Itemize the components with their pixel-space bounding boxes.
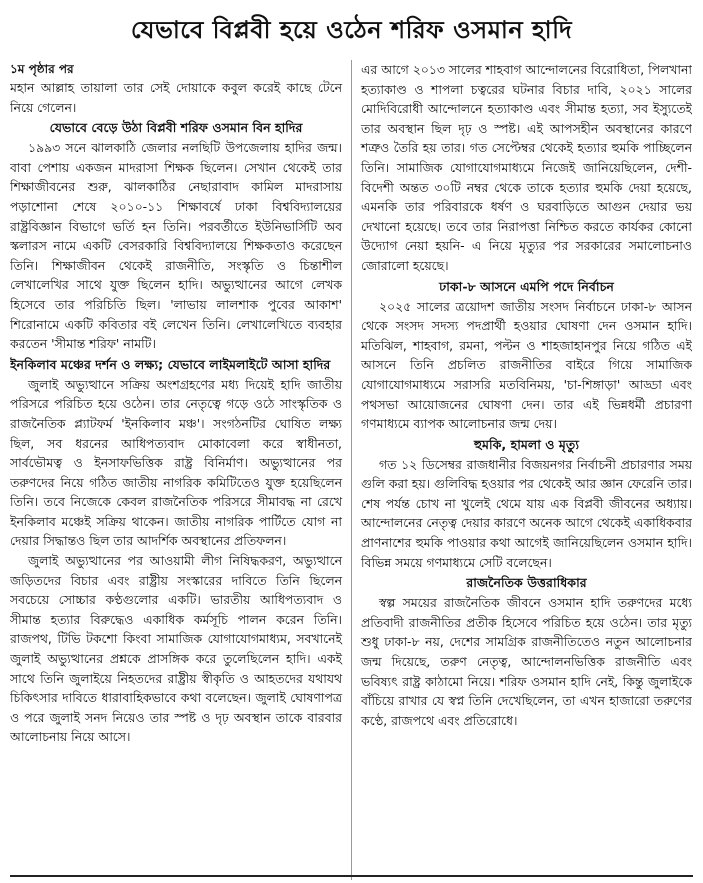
paragraph-early-life: ১৯৯৩ সনে ঝালকাঠি জেলার নলছিটি উপজেলায় হাদির জন্ম। বাবা পেশায় একজন মাদরাসা শিক্ষক ছিলেন। সেখান থেকেই তার শিক্ষাজীবনের শুরু, ঝালকাঠির নেছারাবাদ কামিল মাদরাসায় পড়াশোনা শেষে ২০১০-১১ শিক্ষাবর্ষে ঢাকা বিশ্ববিদ্যালয়ের রাষ্ট্রবিজ্ঞান বিভাগে ভর্তি হন তিনি। পরবর্তীতে ইউনিভার্সিটি অব স্কলারস নামে একটি বেসরকারি বিশ্ববিদ্যালয়ে শিক্ষকতাও করেছেন তিনি। শিক্ষাজীবন থেকেই রাজনীতি, সংস্কৃতি ও চিন্তাশীল লেখালেখির সাথে যুক্ত ছিলেন হাদি। অভ্যুত্থানের আগে লেখক হিসেবে তার পরিচিতি ছিল। 'লাভায় লালশাক পুবের আকাশ' শিরোনামে একটি কবিতার বই লেখেন তিনি। লেখালেখিতে ব্যবহার করতেন 'সীমান্ত শরিফ' নামটি। (10, 140, 342, 352)
article-headline: যেভাবে বিপ্লবী হয়ে ওঠেন শরিফ ওসমান হাদি (130, 16, 573, 44)
subhead-dhaka8-election: ঢাকা-৮ আসনে এমপি পদে নির্বাচন (439, 278, 614, 294)
intro-paragraph: মহান আল্লাহ তায়ালা তার সেই দোয়াকে কবুল করেই কাছে টেনে নিয়ে গেলেন। (10, 80, 342, 115)
subhead-early-life: যেভাবে বেড়ে উঠা বিপ্লবী শরিফ ওসমান বিন হাদির (49, 120, 303, 136)
left-column (10, 60, 351, 880)
article-columns (10, 60, 693, 880)
subhead-inqilab-mancha: ইনকিলাব মঞ্চের দর্শন ও লক্ষ্য; যেভাবে লাইমলাইটে আসা হাদির (10, 356, 331, 372)
paragraph-political-legacy: স্বল্প সময়ের রাজনৈতিক জীবনে ওসমান হাদি তরুণদের মধ্যে প্রতিবাদী রাজনীতির প্রতীক হিসেবে পরিচিত হয়ে ওঠেন। তার মৃত্যু শুধু ঢাকা-৮ নয়, দেশের সামগ্রিক রাজনীতিতেও নতুন আলোচনার জন্ম দিয়েছে, তরুণ নেতৃত্ব, আন্দোলনভিত্তিক রাজনীতি এবং ভবিষ্যৎ রাষ্ট্র কাঠামো নিয়ে। শরিফ ওসমান হাদি নেই, কিন্তু জুলাইকে বাঁচিয়ে রাখার যে স্বপ্ন তিনি দেখেছিলেন, তা এখন হাজারো তরুণের কণ্ঠে, রাজপথে এবং প্রতিরোধে। (361, 595, 692, 728)
paragraph-july-uprising: জুলাই অভ্যুত্থানের পর আওয়ামী লীগ নিষিদ্ধকরণ, অভ্যুত্থানে জড়িতদের বিচার এবং রাষ্ট্রীয় সংস্কারের দাবিতে তিনি ছিলেন সবচেয়ে সোচ্চার কণ্ঠগুলোর একটি। ভারতীয় আধিপত্যবাদ ও সীমান্ত হত্যার বিরুদ্ধেও একাধিক কর্মসূচি পালন করেন তিনি। রাজপথ, টিভি টকশো কিংবা সামাজিক যোগাযোগমাধ্যম, সবখানেই জুলাই অভ্যুত্থানের প্রশ্নকে প্রাসঙ্গিক করে তুলেছিলেন হাদি। একই সাথে তিনি জুলাইয়ে নিহতদের রাষ্ট্রীয় স্বীকৃতি ও আহতদের যথাযথ চিকিৎসার দাবিতে ধারাবাহিকভাবে কথা বলেছেন। জুলাই ঘোষণাপত্র ও পরে জুলাই সনদ নিয়েও তার স্পষ্ট ও দৃঢ় অবস্থান তাকে বারবার আলোচনায় নিয়ে আসে। (10, 553, 342, 745)
paragraph-dhaka8-election: ২০২৫ সালের ত্রয়োদশ জাতীয় সংসদ নির্বাচনে ঢাকা-৮ আসন থেকে সংসদ সদস্য পদপ্রার্থী হওয়ার ঘোষণা দেন ওসমান হাদি। মতিঝিল, শাহবাগ, রমনা, পল্টন ও শাহজাহানপুর নিয়ে গঠিত এই আসনে তিনি প্রচলিত রাজনীতির বাইরে গিয়ে সামাজিক যোগাযোগমাধ্যমে সরাসরি মতবিনিময়, 'চা-শিঙ্গাড়া' আড্ডা এবং পথসভা আয়োজনের ঘোষণা দেন। তার এই ভিন্নধর্মী প্রচারণা গণমাধ্যমে ব্যাপক আলোচনার জন্ম দেয়। (361, 298, 692, 432)
paragraph-inqilab-mancha: জুলাই অভ্যুত্থানে সক্রিয় অংশগ্রহণের মধ্য দিয়েই হাদি জাতীয় পরিসরে পরিচিত হয়ে ওঠেন। তার নেতৃত্বে গড়ে ওঠে সাংস্কৃতিক ও রাজনৈতিক প্ল্যাটফর্ম 'ইনকিলাব মঞ্চ'। সংগঠনটির ঘোষিত লক্ষ্য ছিল, সব ধরনের আধিপত্যবাদ মোকাবেলা করে স্বাধীনতা, সার্বভৌমত্ব ও ইনসাফভিত্তিক রাষ্ট্র বিনির্মাণ। অভ্যুত্থানের পর তরুণদের নিয়ে গঠিত জাতীয় নাগরিক কমিটিতেও যুক্ত হয়েছিলেন তিনি। তবে নিজেকে কেবল রাজনৈতিক পরিসরে সীমাবদ্ধ না রেখে ইনকিলাব মঞ্চেই সক্রিয় থাকেন। জাতীয় নাগরিক পার্টিতে যোগ না দেয়ার সিদ্ধান্তও ছিল তার আদর্শিক অবস্থানের প্রতিফলন। (10, 376, 342, 549)
bottom-rule (10, 875, 693, 883)
paragraph-threat-attack-death: গত ১২ ডিসেম্বর রাজধানীর বিজয়নগর নির্বাচনী প্রচারণার সময় গুলি করা হয়। গুলিবিদ্ধ হওয়ার পর থেকেই আর জ্ঞান ফেরেনি তার। শেষ পর্যন্ত চোখ না খুলেই থেমে যায় এক বিপ্লবী জীবনের অধ্যায়। আন্দোলনের নেতৃত্ব দেয়ার কারণে অনেক আগে থেকেই একাধিকবার প্রাণনাশের হুমকি পাওয়ার কথা আগেই জানিয়েছিলেন ওসমান হাদি। বিভিন্ন সময়ে গণমাধ্যমে সেটি বলেছেন। (361, 456, 692, 570)
paragraph-earlier-stances: এর আগে ২০১৩ সালের শাহবাগ আন্দোলনের বিরোধিতা, পিলখানা হত্যাকাণ্ড ও শাপলা চত্বরের ঘটনার বিচার দাবি, ২০২১ সালের মোদিবিরোধী আন্দোলনে হত্যাকাণ্ড এবং সীমান্ত হত্যা, সব ইস্যুতেই তার অবস্থান ছিল দৃঢ় ও স্পষ্ট। এই আপসহীন অবস্থানের কারণে শত্রুও তৈরি হয় তার। গত সেপ্টেম্বর থেকেই হত্যার হুমকি পাচ্ছিলেন তিনি। সামাজিক যোগাযোগমাধ্যমে নিজেই জানিয়েছিলেন, দেশী-বিদেশী অন্তত ৩০টি নম্বর থেকে তাকে হত্যার হুমকি দেয়া হয়েছে, এমনকি তার পরিবারকে ধর্ষণ ও ঘরবাড়িতে আগুন দেয়ার ভয় দেখানো হয়েছে। তবে তার নিরাপত্তা নিশ্চিত করতে কার্যকর কোনো উদ্যোগ নেয়া হয়নি- এ নিয়ে মৃত্যুর পর সরকারের সমালোচনাও জোরালো হয়েছে। (361, 62, 692, 273)
subhead-political-legacy: রাজনৈতিক উত্তরাধিকার (466, 575, 587, 591)
continued-label: ১ম পৃষ্ঠার পর (10, 62, 74, 76)
right-column (351, 60, 692, 880)
subhead-threat-attack-death: হুমকি, হামলা ও মৃত্যু (473, 436, 580, 452)
